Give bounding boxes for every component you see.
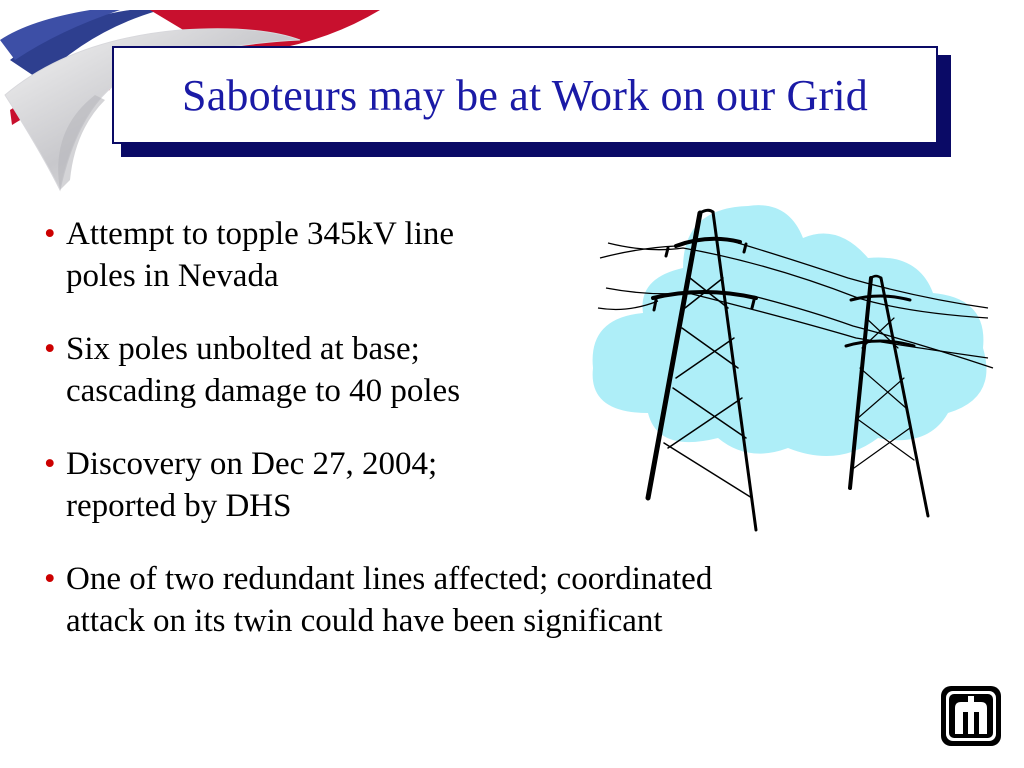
bullet-line: One of two redundant lines affected; coordinated <box>66 561 713 597</box>
bullet-line: attack on its twin could have been significant <box>66 603 663 639</box>
title-box <box>112 46 938 144</box>
bullet-line: Discovery on Dec 27, 2004; <box>66 446 438 482</box>
bullet-dot: • <box>44 446 56 482</box>
bullet-dot: • <box>44 331 56 367</box>
power-line-towers-illustration <box>588 198 998 543</box>
cloud-shape <box>593 205 987 456</box>
bullet-item <box>44 558 712 642</box>
bullet-line: Six poles unbolted at base; <box>66 331 420 367</box>
bullet-line: cascading damage to 40 poles <box>66 373 461 409</box>
organization-logo <box>939 684 1003 748</box>
bullet-item <box>44 328 460 412</box>
bullet-item <box>44 213 454 297</box>
bullet-item <box>44 443 437 527</box>
slide-title: Saboteurs may be at Work on our Grid <box>182 70 868 120</box>
bullet-dot: • <box>44 561 56 597</box>
bullet-line: reported by DHS <box>66 488 292 524</box>
bullet-line: Attempt to topple 345kV line <box>66 216 455 252</box>
bullet-line: poles in Nevada <box>66 258 279 294</box>
bullet-dot: • <box>44 216 56 252</box>
